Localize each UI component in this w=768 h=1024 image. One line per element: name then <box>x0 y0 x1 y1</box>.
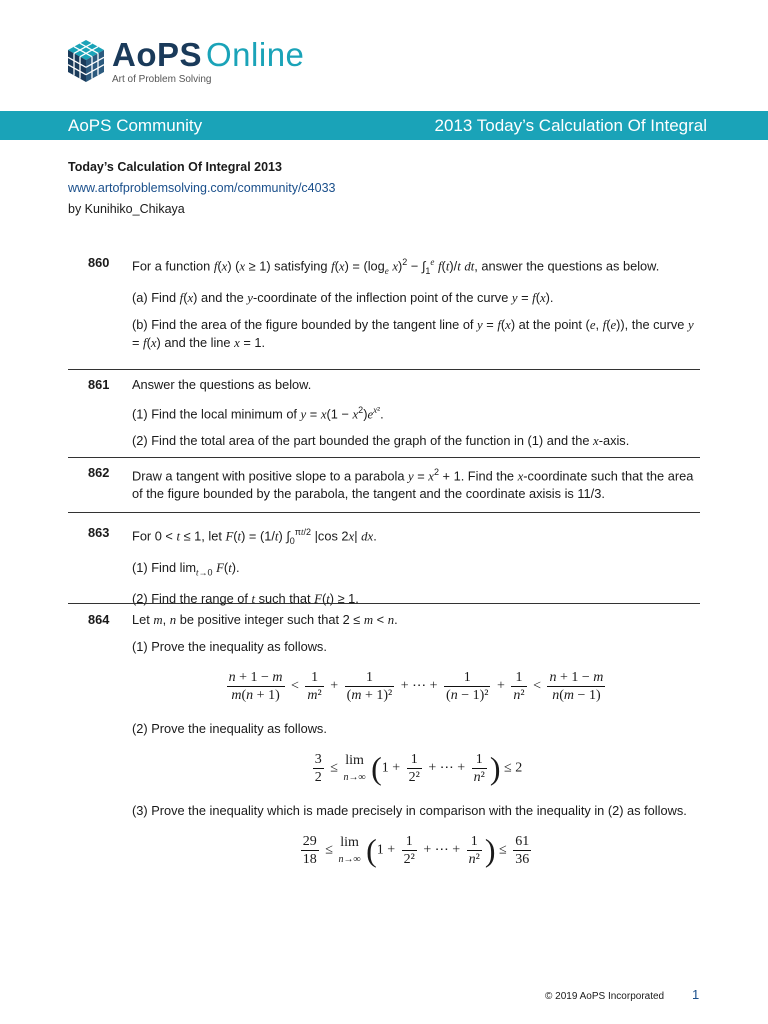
problem-body: Answer the questions as below. (1) Find the local minimum of $y = x(1 - x^2)e^{x^2}$. (2) Find the total area of the part bounded the graph of the function in (1) and the x-axis. <box>132 377 630 449</box>
inequality-3: $\frac{29}{18}$ ≤ lim n→∞ (1 + $\frac{1}{\text{2²}}$ + ⋯ + $\frac{1}{\text{n²}}$ ) ≤ $\frac{61}{36}$ <box>302 832 530 868</box>
divider <box>68 457 700 458</box>
author-line: by Kunihiko_Chikaya <box>68 202 185 216</box>
cube-logo-icon <box>66 38 106 84</box>
problem-number: 864 <box>88 612 110 627</box>
divider <box>68 512 700 513</box>
problem-864 <box>68 611 700 884</box>
divider <box>68 603 700 604</box>
problem-860 <box>68 254 700 361</box>
divider <box>68 369 700 370</box>
header-bar <box>0 111 768 140</box>
problem-number: 860 <box>88 255 110 270</box>
problem-body: Let m, n be positive integer such that 2 ≤ m < n. (1) Prove the inequality as follows. $\frac{n + 1 - m}{m(n + 1)}$ < $\frac{1}{\text{m²}}$ + $\frac{1}{\text{(m + 1)²}}$ + ⋯ + $\frac{1}{\text{(n − 1)²}}$ + $\frac{1}{\text{n²}}$ < $\frac{n + 1 - m}{n(m - 1)}$ (2) Prove the inequality as follows. $\frac{3}{2}$ ≤ lim n→∞ (1 + $\frac{1}{\text{2²}}$ + ⋯ + $\frac{1}{\text{n²}}$ ) ≤ 2 (3) Prove the inequality which is made precisely in comparison with the inequality in (2) as follows. $\frac{29}{18}$ ≤ lim n→∞ (1 + $\frac{1}{\text{2²}}$ + ⋯ + $\frac{1}{\text{n²}}$ ) ≤ $\frac{61}{36}$ <box>132 611 700 868</box>
inequality-2: $\frac{3}{2}$ ≤ lim n→∞ (1 + $\frac{1}{\text{2²}}$ + ⋯ + $\frac{1}{\text{n²}}$ ) ≤ 2 <box>314 750 523 786</box>
problem-862 <box>68 464 700 511</box>
page-number: 1 <box>692 987 700 1002</box>
copyright: © 2019 AoPS Incorporated <box>545 991 665 1002</box>
aops-logo[interactable] <box>66 38 304 94</box>
collection-url-link[interactable]: www.artofproblemsolving.com/community/c4033 <box>68 181 336 195</box>
problem-861 <box>68 376 700 459</box>
collection-meta <box>68 157 335 220</box>
collection-title: 2013 Today’s Calculation Of Integral <box>434 116 707 135</box>
inequality-1: $\frac{n + 1 - m}{m(n + 1)}$ < $\frac{1}{\text{m²}}$ + $\frac{1}{\text{(m + 1)²}}$ + ⋯ + $\frac{1}{\text{(n − 1)²}}$ + $\frac{1}{\text{n²}}$ < $\frac{n + 1 - m}{n(m - 1)}$ <box>228 670 604 703</box>
problem-body: For 0 < t ≤ 1, let F(t) = (1/t) $\int_0^{\pi t/2}$ |cos 2x| dx. (1) Find $\lim_{t\to 0} F(t)$. (2) Find the range of t such that F(t) ≥ 1. <box>132 527 377 607</box>
collection-heading: Today’s Calculation Of Integral 2013 <box>68 160 282 174</box>
community-link[interactable]: AoPS Community <box>68 116 203 135</box>
problem-body: For a function f(x) (x ≥ 1) satisfying $f(x) = (\log_e$ $x)^2 - \int_1^e$ f(t)/t dt, answer the questions as below. (a) Find f(x) and the y-coordinate of the inflection point of the curve y = f(x). (b) Find the area of the figure bounded by the tangent line of y = f(x) at the point (e, f(e)), the curve y = f(x) and the line x = 1. <box>132 257 694 350</box>
problem-number: 862 <box>88 465 110 480</box>
brand-aops: AoPS <box>112 36 203 73</box>
problem-number: 861 <box>88 377 110 392</box>
problem-number: 863 <box>88 525 110 540</box>
brand-online: Online <box>206 36 305 73</box>
brand-tagline: Art of Problem Solving <box>112 74 212 85</box>
problem-body: Draw a tangent with positive slope to a parabola $y = x^2 + 1$. Find the x-coordinate such that the area of the figure bounded by the parabola, the tangent and the coordinate axisis is 11/3. <box>132 467 694 502</box>
brand-name <box>112 38 304 72</box>
